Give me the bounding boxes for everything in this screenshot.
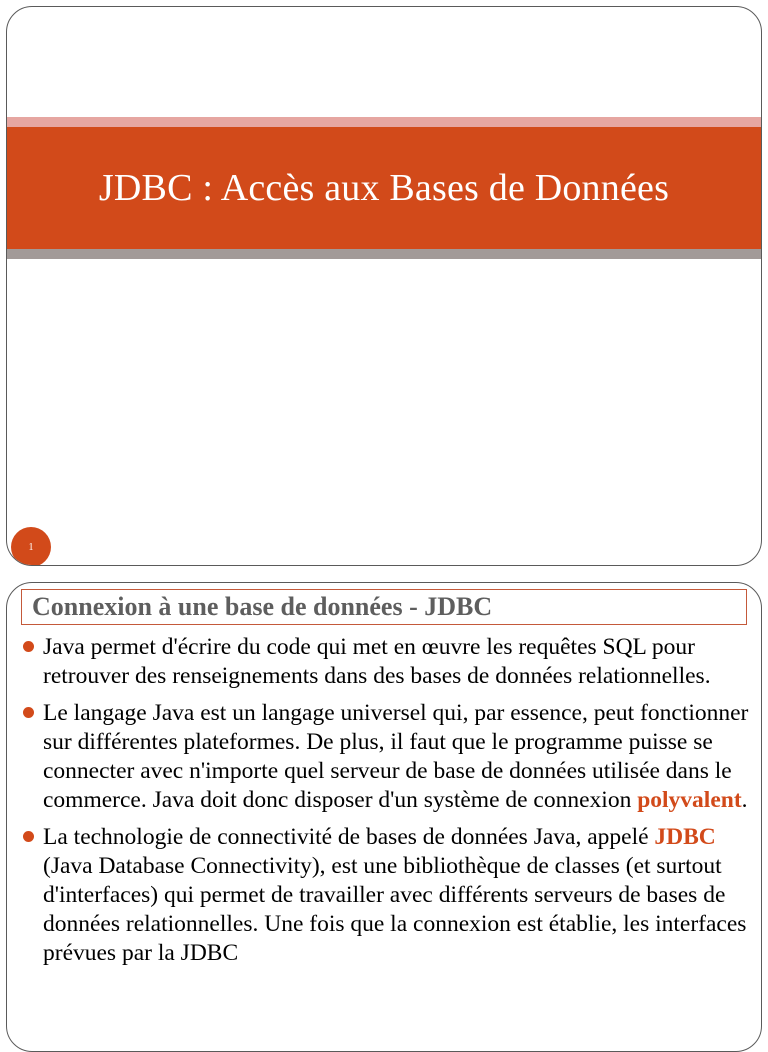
bullet-text: Java permet d'écrire du code qui met en œuvre les requêtes SQL pour retrouver des renseignements dans des bases de données relationnelles. (43, 634, 711, 689)
bullet-dot-icon (23, 641, 34, 652)
bullet-dot-icon (23, 707, 34, 718)
bullet-text-end: . (741, 787, 748, 813)
bullet-item (21, 633, 751, 691)
title-slide (6, 6, 762, 566)
bullet-text: La technologie de connectivité de bases de données Java, appelé (43, 824, 655, 850)
title-band-bottom-stripe (7, 249, 761, 259)
highlight-jdbc: JDBC (654, 824, 716, 850)
bullet-item (21, 699, 751, 815)
bullet-item (21, 823, 751, 968)
slide-number-badge: 1 (11, 527, 51, 566)
content-slide (6, 582, 762, 1052)
bullet-text-end: (Java Database Connectivity), est une bibliothèque de classes (et surtout d'interfaces) qui permet de travailler avec différents serveurs de bases de données relationnelles. Une fois que la connexion est établie, les interfaces prévues par la JDBC (43, 853, 747, 966)
title-band (7, 127, 761, 249)
bullet-text: Le langage Java est un langage universel qui, par essence, peut fonctionner sur différentes plateformes. De plus, il faut que le programme puisse se connecter avec n'importe quel serveur de base de données utilisée dans le commerce. Java doit donc disposer d'un système de connexion (43, 700, 749, 813)
slide-heading: Connexion à une base de données - JDBC (21, 589, 747, 625)
highlight-polyvalent: polyvalent (637, 787, 742, 813)
title-band-top-stripe (7, 117, 761, 127)
slide-title: JDBC : Accès aux Bases de Données (98, 167, 670, 209)
bullet-list (21, 633, 751, 976)
bullet-dot-icon (23, 831, 34, 842)
